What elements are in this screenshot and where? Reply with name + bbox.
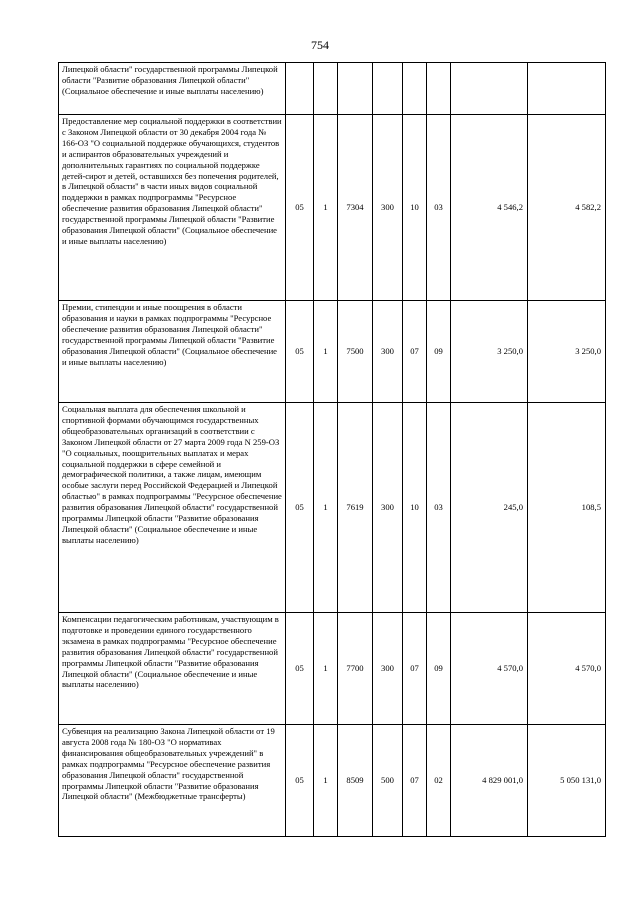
expense-type-code: 300	[373, 403, 403, 613]
subsection-code	[427, 63, 451, 115]
expense-type-code: 300	[373, 613, 403, 725]
direction-code	[338, 63, 373, 115]
subsection-code: 09	[427, 613, 451, 725]
table-row	[59, 403, 606, 613]
amount-year-2: 4 570,0	[528, 613, 606, 725]
table-row	[59, 63, 606, 115]
section-code: 10	[403, 403, 427, 613]
row-description: Предоставление мер социальной поддержки в соответствии с Законом Липецкой области от 30 декабря 2004 года № 166-ОЗ "О социальной поддержке обучающихся, студентов и аспирантов образовательных учреждений и дополнительных гарантиях по социальной поддержке детей-сирот и детей, оставшихся без попечения родителей, в Липецкой области" в части иных видов социальной поддержки в рамках подпрограммы "Ресурсное обеспечение развития образования Липецкой области" государственной программы Липецкой области "Развитие образования Липецкой области" (Социальное обеспечение и иные выплаты населению)	[59, 115, 286, 301]
direction-code: 8509	[338, 725, 373, 837]
row-description: Субвенция на реализацию Закона Липецкой области от 19 августа 2008 года № 180-ОЗ "О нормативах финансирования общеобразовательных учреждений" в рамках подпрограммы "Ресурсное обеспечение развития образования Липецкой области" государственной программы Липецкой области "Развитие образования Липецкой области" (Межбюджетные трансферты)	[59, 725, 286, 837]
amount-year-1	[451, 63, 528, 115]
expense-type-code: 300	[373, 301, 403, 403]
amount-year-2	[528, 63, 606, 115]
amount-year-1: 245,0	[451, 403, 528, 613]
table-row	[59, 613, 606, 725]
amount-year-2: 5 050 131,0	[528, 725, 606, 837]
subsection-code: 03	[427, 403, 451, 613]
budget-table	[58, 62, 606, 837]
table-row	[59, 115, 606, 301]
amount-year-2: 3 250,0	[528, 301, 606, 403]
amount-year-2: 108,5	[528, 403, 606, 613]
program-code: 05	[286, 403, 314, 613]
section-code: 10	[403, 115, 427, 301]
subsection-code: 09	[427, 301, 451, 403]
program-code: 05	[286, 301, 314, 403]
section-code: 07	[403, 725, 427, 837]
direction-code: 7700	[338, 613, 373, 725]
section-code: 07	[403, 613, 427, 725]
row-description: Липецкой области" государственной программы Липецкой области "Развитие образования Липецкой области" (Социальное обеспечение и иные выплаты населению)	[59, 63, 286, 115]
expense-type-code: 300	[373, 115, 403, 301]
section-code: 07	[403, 301, 427, 403]
program-code: 05	[286, 725, 314, 837]
page-number: 754	[311, 38, 329, 52]
program-code: 05	[286, 115, 314, 301]
amount-year-1: 4 546,2	[451, 115, 528, 301]
subsection-code: 03	[427, 115, 451, 301]
expense-type-code	[373, 63, 403, 115]
amount-year-1: 4 570,0	[451, 613, 528, 725]
section-code	[403, 63, 427, 115]
subprogram-code: 1	[314, 115, 338, 301]
program-code: 05	[286, 613, 314, 725]
subprogram-code: 1	[314, 613, 338, 725]
program-code	[286, 63, 314, 115]
row-description: Премии, стипендии и иные поощрения в области образования и науки в рамках подпрограммы "Ресурсное обеспечение развития образования Липецкой области" государственной программы Липецкой области "Развитие образования Липецкой области" (Социальное обеспечение и иные выплаты населению)	[59, 301, 286, 403]
subprogram-code: 1	[314, 725, 338, 837]
expense-type-code: 500	[373, 725, 403, 837]
subprogram-code: 1	[314, 301, 338, 403]
amount-year-1: 4 829 001,0	[451, 725, 528, 837]
direction-code: 7500	[338, 301, 373, 403]
subprogram-code: 1	[314, 403, 338, 613]
row-description: Социальная выплата для обеспечения школьной и спортивной формами обучающимся государственных общеобразовательных организаций в соответствии с Законом Липецкой области от 27 марта 2009 года N 259-ОЗ "О социальных, поощрительных выплатах и мерах социальной поддержки в сфере семейной и демографической политики, а также лицам, имеющим особые заслуги перед Российской Федерацией и Липецкой областью" в рамках подпрограммы "Ресурсное обеспечение развития образования Липецкой области" государственной программы Липецкой области "Развитие образования Липецкой области" (Социальное обеспечение и иные выплаты населению)	[59, 403, 286, 613]
row-description: Компенсации педагогическим работникам, участвующим в подготовке и проведении единого государственного экзамена в рамках подпрограммы "Ресурсное обеспечение развития образования Липецкой области" государственной программы Липецкой области "Развитие образования Липецкой области" (Социальное обеспечение и иные выплаты населению)	[59, 613, 286, 725]
amount-year-1: 3 250,0	[451, 301, 528, 403]
direction-code: 7304	[338, 115, 373, 301]
subsection-code: 02	[427, 725, 451, 837]
subprogram-code	[314, 63, 338, 115]
table-row	[59, 725, 606, 837]
direction-code: 7619	[338, 403, 373, 613]
amount-year-2: 4 582,2	[528, 115, 606, 301]
table-row	[59, 301, 606, 403]
